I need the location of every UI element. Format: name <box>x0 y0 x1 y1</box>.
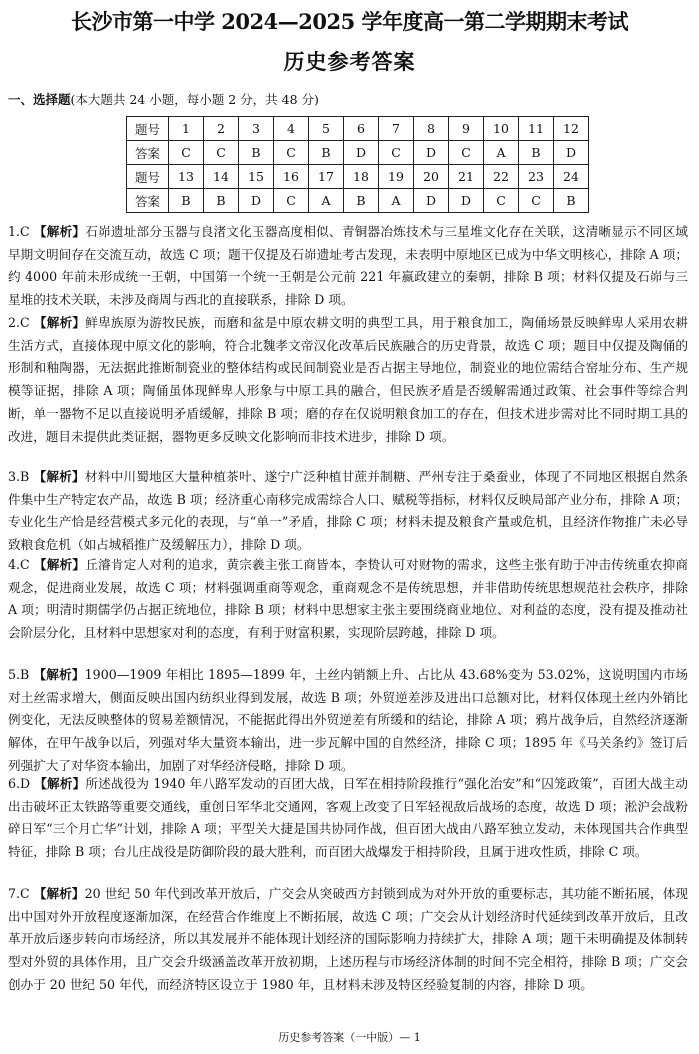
question-number-cell: 16 <box>274 165 309 189</box>
analysis-tag: 【解析】 <box>34 776 86 791</box>
item-number: 2.C <box>8 315 34 330</box>
analysis-tag: 【解析】 <box>33 469 85 484</box>
question-number-cell: 7 <box>379 117 414 141</box>
item-number: 7.C <box>8 886 34 901</box>
item-number: 4.C <box>8 557 34 572</box>
answer-cell: B <box>204 189 239 213</box>
answer-table-row <box>127 165 589 189</box>
analysis-tag: 【解析】 <box>33 557 86 572</box>
question-number-cell: 4 <box>274 117 309 141</box>
section-note: (本大题共 24 小题，每小题 2 分，共 48 分) <box>70 92 319 107</box>
question-number-cell: 3 <box>239 117 274 141</box>
answer-cell: C <box>274 189 309 213</box>
answer-cell: B <box>519 141 554 165</box>
answer-item-1 <box>8 221 688 312</box>
question-number-cell: 19 <box>379 165 414 189</box>
answer-cell: D <box>449 189 484 213</box>
answer-cell: B <box>554 189 589 213</box>
analysis-tag: 【解析】 <box>33 667 85 682</box>
answer-cell: C <box>484 189 519 213</box>
answer-cell: C <box>204 141 239 165</box>
question-number-cell: 9 <box>449 117 484 141</box>
answer-cell: C <box>449 141 484 165</box>
item-number: 6.D <box>8 776 35 791</box>
answer-table <box>126 116 589 213</box>
question-number-cell: 1 <box>169 117 204 141</box>
answer-cell: C <box>274 141 309 165</box>
question-number-cell: 24 <box>554 165 589 189</box>
question-number-cell: 13 <box>169 165 204 189</box>
answer-cell: B <box>169 189 204 213</box>
answer-cell: D <box>554 141 589 165</box>
question-number-cell: 12 <box>554 117 589 141</box>
item-text: 丘濬肯定人对利的追求，黄宗羲主张工商皆本，李贽认可对财物的需求，这些主张有助于冲击传统重农抑商观念，促进商业发展，故选 C 项；材料强调重商等观念，重商观念不是传统思想，并非借助传统思想规范社会秩序，排除 A 项；明清时期儒学仍占据正统地位，排除 B 项；材料中思想家主张主要围绕商业地位、对利益的态度，没有提及推动社会阶层分化，且材料中思想家对利的态度，有利于财富积累，实现阶层跨越，排除 D 项。 <box>8 557 689 641</box>
answer-item-4 <box>8 554 688 645</box>
answer-cell: B <box>344 189 379 213</box>
question-number-cell: 18 <box>344 165 379 189</box>
analysis-tag: 【解析】 <box>33 315 86 330</box>
page-subtitle: 历史参考答案 <box>283 49 416 74</box>
answer-table-row <box>127 189 589 213</box>
question-number-cell: 11 <box>519 117 554 141</box>
answer-cell: A <box>379 189 414 213</box>
answer-table-row <box>127 141 589 165</box>
answer-item-2 <box>8 312 688 448</box>
answer-cell: D <box>414 141 449 165</box>
question-number-header: 题号 <box>127 165 169 189</box>
analysis-tag: 【解析】 <box>33 224 86 239</box>
answer-cell: A <box>309 189 344 213</box>
question-number-cell: 15 <box>239 165 274 189</box>
question-number-header: 题号 <box>127 117 169 141</box>
analysis-tag: 【解析】 <box>33 886 85 901</box>
question-number-cell: 8 <box>414 117 449 141</box>
answer-cell: D <box>344 141 379 165</box>
question-number-cell: 17 <box>309 165 344 189</box>
answer-cell: C <box>519 189 554 213</box>
question-number-cell: 23 <box>519 165 554 189</box>
answer-item-3 <box>8 466 688 557</box>
item-text: 1900—1909 年相比 1895—1899 年，土丝内销额上升、占比从 43.68%变为 53.02%，这说明国内市场对土丝需求增大，侧面反映出国内纺织业得到发展，故选 B 项；外贸逆差涉及进出口总额对比，材料仅体现土丝内外销比例变化，无法反映整体的贸易差额情况，不能据此得出外贸逆差有所缓和的结论，排除 A 项；鸦片战争后，自然经济逐渐解体，在甲午战争以后，列强对华大量资本输出，进一步瓦解中国的自然经济，排除 C 项；1895 年《马关条约》签订后列强扩大了对华资本输出，加剧了对华经济侵略，排除 D 项。 <box>8 667 688 773</box>
question-number-cell: 14 <box>204 165 239 189</box>
section-heading <box>8 90 319 108</box>
section-title: 一、选择题 <box>8 92 71 107</box>
answer-header: 答案 <box>127 189 169 213</box>
answer-cell: B <box>239 141 274 165</box>
answer-item-7 <box>8 883 688 997</box>
answer-cell: C <box>169 141 204 165</box>
item-number: 1.C <box>8 224 34 239</box>
answer-item-6 <box>8 773 688 864</box>
question-number-cell: 6 <box>344 117 379 141</box>
item-text: 所述战役为 1940 年八路军发动的百团大战，日军在相持阶段推行“强化治安”和“囚笼政策”，百团大战主动出击破坏正太铁路等重要交通线，重创日军华北交通网，客观上改变了日军轻视敌后战场的态度，故选 D 项；淞沪会战粉碎日军“三个月亡华”计划，排除 A 项；平型关大捷是国共协同作战，但百团大战由八路军独立发动，未体现国共合作典型特征，排除 B 项；台儿庄战役是防御阶段的最大胜利，而百团大战爆发于相持阶段，且属于进攻性质，排除 C 项。 <box>8 776 689 860</box>
item-text: 20 世纪 50 年代到改革开放后，广交会从突破西方封锁到成为对外开放的重要标志，其功能不断拓展，体现出中国对外开放程度逐渐加深，在经营合作维度上不断拓展，故选 C 项；广交会从计划经济时代延续到改革开放后，且改革开放后逐步转向市场经济，所以其发展并不能体现计划经济的国际影响力持续扩大，排除 A 项；题干未明确提及体制转型对外贸的具体作用，且广交会升级涵盖改革开放初期，上述历程与市场经济体制的时间不完全相符，排除 B 项；广交会创办于 20 世纪 50 年代，而经济特区设立于 1980 年，且材料未涉及特区经验复制的内容，排除 D 项。 <box>8 886 689 992</box>
item-text: 鲜卑族原为游牧民族，而磨和盆是中原农耕文明的典型工具，用于粮食加工，陶俑场景反映鲜卑人采用农耕生活方式，直接体现中原文化的影响，符合北魏孝文帝汉化改革后民族融合的历史背景，故选 C 项；题目中仅提及陶俑的形制和釉陶器，无法据此推断制瓷业的整体结构或民间制瓷业是否占据主导地位，制瓷业的地位需结合窑址分布、生产规模等证据，排除 A 项；陶俑虽体现鲜卑人形象与中原工具的融合，但民族矛盾是否缓解需通过政策、社会事件等综合判断，单一器物不足以直接说明矛盾缓解，排除 B 项；磨的存在仅说明粮食加工的存在，但技术进步需对比不同时期工具的改进，题目未提供此类证据，器物更多反映文化影响而非技术进步，排除 D 项。 <box>8 315 689 444</box>
item-text: 材料中川蜀地区大量种植茶叶、遂宁广泛种植甘蔗并制糖、严州专注于桑蚕业，体现了不同地区根据自然条件集中生产特定农产品，故选 B 项；经济重心南移完成需综合人口、赋税等指标，材料仅反映局部产业分布，排除 A 项；专业化生产恰是经营模式多元化的表现，与“单一”矛盾，排除 C 项；材料未提及粮食产量或危机，且经济作物推广未必导致粮食危机（如占城稻推广及缓解压力），排除 D 项。 <box>8 469 689 553</box>
question-number-cell: 21 <box>449 165 484 189</box>
question-number-cell: 20 <box>414 165 449 189</box>
answer-item-5 <box>8 664 688 778</box>
answer-cell: A <box>484 141 519 165</box>
answer-header: 答案 <box>127 141 169 165</box>
exam-title: 长沙市第一中学 2024—2025 学年度高一第二学期期末考试 <box>70 9 628 34</box>
answer-cell: D <box>414 189 449 213</box>
answer-cell: C <box>379 141 414 165</box>
page-footer: 历史参考答案（一中版）— 1 <box>278 1031 421 1044</box>
item-number: 5.B <box>8 667 34 682</box>
answer-cell: D <box>239 189 274 213</box>
answer-cell: B <box>309 141 344 165</box>
question-number-cell: 22 <box>484 165 519 189</box>
question-number-cell: 5 <box>309 117 344 141</box>
question-number-cell: 2 <box>204 117 239 141</box>
answer-table-row <box>127 117 589 141</box>
item-number: 3.B <box>8 469 34 484</box>
question-number-cell: 10 <box>484 117 519 141</box>
item-text: 石峁遗址部分玉器与良渚文化玉器高度相似、青铜器冶炼技术与三星堆文化存在关联，这清晰显示不同区域早期文明间存在交流互动，故选 C 项；题干仅提及石峁遗址考古发现，未表明中原地区已成为中华文明核心，排除 A 项；约 4000 年前未形成统一王朝，中国第一个统一王朝是公元前 221 年嬴政建立的秦朝，排除 B 项；材料仅提及石峁与三星堆的技术关联，未涉及商周与西北的直接联系，排除 D 项。 <box>8 224 689 308</box>
